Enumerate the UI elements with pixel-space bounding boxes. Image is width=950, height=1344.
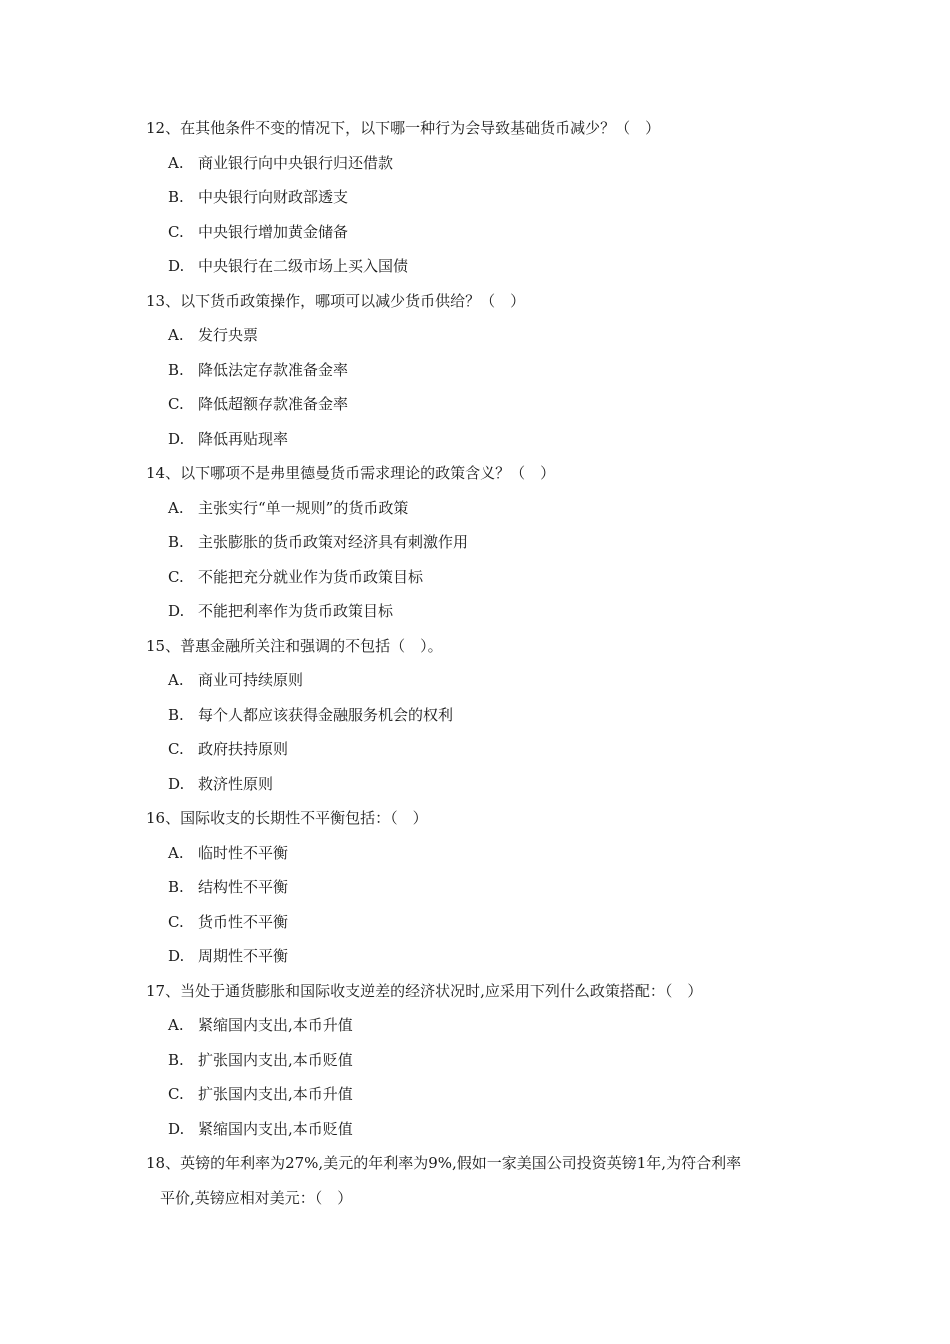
option-letter: B. — [168, 1050, 184, 1069]
option-letter: B. — [168, 188, 184, 206]
option-d — [146, 1112, 826, 1147]
option-b — [146, 698, 826, 733]
option-text: 中央银行在二级市场上买入国债 — [198, 257, 409, 275]
option-letter: A. — [168, 153, 184, 172]
question-16 — [146, 801, 826, 974]
option-a — [146, 663, 826, 698]
option-b — [146, 180, 826, 215]
option-letter: A. — [168, 498, 184, 517]
option-letter: D. — [168, 774, 185, 793]
option-letter: C. — [168, 395, 184, 413]
option-letter: A. — [168, 326, 184, 344]
option-text: 政府扶持原则 — [198, 740, 289, 758]
option-text: 降低再贴现率 — [198, 429, 289, 448]
option-text: 主张实行“单一规则”的货币政策 — [198, 498, 409, 517]
option-text: 发行央票 — [198, 326, 259, 344]
option-text: 紧缩国内支出,本币升值 — [198, 1016, 353, 1034]
option-letter: B. — [168, 878, 184, 896]
question-17 — [146, 974, 826, 1147]
question-stem: 12、在其他条件不变的情况下，以下哪一种行为会导致基础货币减少？（ ） — [146, 119, 661, 137]
option-b — [146, 1043, 826, 1078]
option-d — [146, 249, 826, 284]
option-text: 主张膨胀的货币政策对经济具有刺激作用 — [198, 533, 469, 551]
option-c — [146, 215, 826, 250]
option-c — [146, 905, 826, 940]
question-12 — [146, 111, 826, 284]
option-b — [146, 353, 826, 388]
option-letter: B. — [168, 533, 184, 551]
option-text: 中央银行向财政部透支 — [198, 188, 349, 206]
option-letter: A. — [168, 671, 184, 689]
option-b — [146, 525, 826, 560]
option-d — [146, 422, 826, 457]
option-text: 不能把利率作为货币政策目标 — [198, 602, 394, 620]
option-letter: D. — [168, 429, 185, 448]
option-a — [146, 146, 826, 181]
option-letter: C. — [168, 567, 184, 586]
option-text: 救济性原则 — [198, 774, 274, 793]
option-letter: C. — [168, 912, 184, 931]
option-letter: D. — [168, 1119, 185, 1138]
question-13 — [146, 284, 826, 457]
question-stem: 17、当处于通货膨胀和国际收支逆差的经济状况时,应采用下列什么政策搭配：（ ） — [146, 981, 703, 1000]
question-stem: 14、以下哪项不是弗里德曼货币需求理论的政策含义？（ ） — [146, 464, 556, 482]
option-letter: C. — [168, 222, 184, 241]
option-letter: C. — [168, 1085, 184, 1103]
option-letter: B. — [168, 705, 184, 724]
option-text: 商业可持续原则 — [198, 671, 304, 689]
option-c — [146, 732, 826, 767]
option-text: 中央银行增加黄金储备 — [198, 222, 349, 241]
option-text: 降低法定存款准备金率 — [198, 360, 349, 379]
option-letter: D. — [168, 602, 185, 620]
option-a — [146, 1008, 826, 1043]
option-a — [146, 836, 826, 871]
option-text: 商业银行向中央银行归还借款 — [198, 153, 394, 172]
option-c — [146, 387, 826, 422]
option-text: 不能把充分就业作为货币政策目标 — [198, 567, 424, 586]
option-d — [146, 939, 826, 974]
question-stem: 15、普惠金融所关注和强调的不包括（ ）。 — [146, 636, 443, 655]
option-b — [146, 870, 826, 905]
question-stem: 16、国际收支的长期性不平衡包括：（ ） — [146, 809, 428, 827]
option-a — [146, 491, 826, 526]
question-stem: 18、英镑的年利率为27%,美元的年利率为9%,假如一家美国公司投资英镑1年,为符合利率 — [146, 1154, 742, 1172]
option-c — [146, 1077, 826, 1112]
question-15 — [146, 629, 826, 802]
option-letter: D. — [168, 257, 185, 275]
option-text: 扩张国内支出,本币升值 — [198, 1085, 353, 1103]
option-d — [146, 594, 826, 629]
option-text: 每个人都应该获得金融服务机会的权利 — [198, 705, 454, 724]
option-d — [146, 767, 826, 802]
option-text: 货币性不平衡 — [198, 912, 289, 931]
option-letter: D. — [168, 947, 185, 965]
option-text: 紧缩国内支出,本币贬值 — [198, 1119, 353, 1138]
option-text: 结构性不平衡 — [198, 878, 289, 896]
question-stem-continuation: 平价,英镑应相对美元：（ ） — [160, 1188, 353, 1207]
option-letter: C. — [168, 740, 184, 758]
option-text: 周期性不平衡 — [198, 947, 289, 965]
option-a — [146, 318, 826, 353]
question-18 — [146, 1146, 826, 1215]
option-letter: A. — [168, 843, 184, 862]
option-text: 临时性不平衡 — [198, 843, 289, 862]
option-text: 降低超额存款准备金率 — [198, 395, 349, 413]
question-stem: 13、以下货币政策操作，哪项可以减少货币供给？（ ） — [146, 291, 526, 310]
option-letter: B. — [168, 360, 184, 379]
option-c — [146, 560, 826, 595]
question-14 — [146, 456, 826, 629]
option-letter: A. — [168, 1016, 184, 1034]
option-text: 扩张国内支出,本币贬值 — [198, 1050, 353, 1069]
